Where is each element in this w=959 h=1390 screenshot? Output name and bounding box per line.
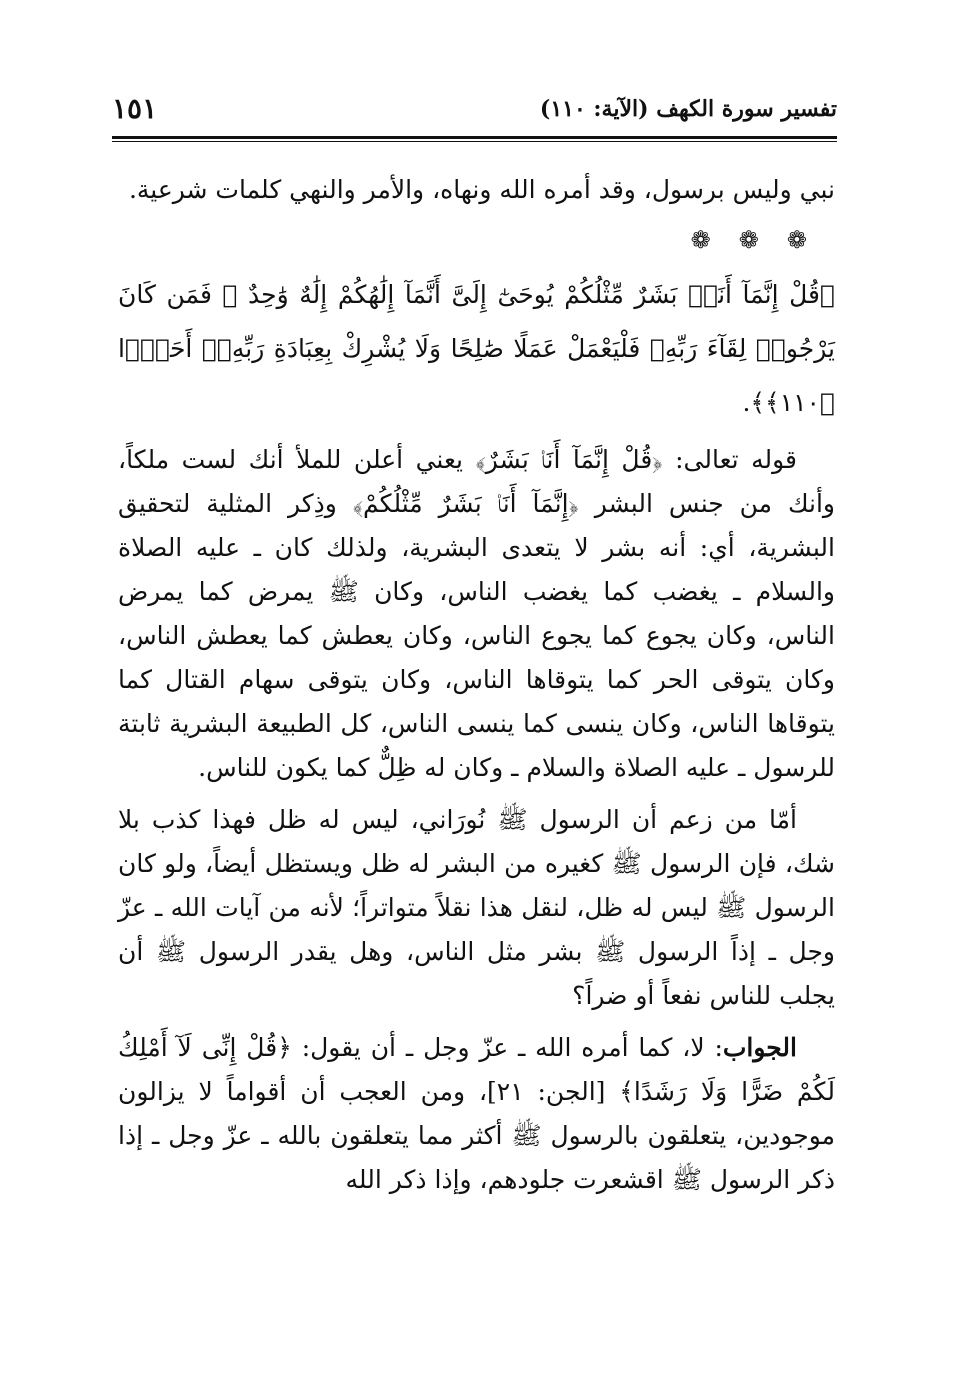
paragraph-intro: نبي وليس برسول، وقد أمره الله ونهاه، والأمر والنهي كلمات شرعية. [128,175,835,204]
page-header [112,92,837,132]
header-rule-thin [112,141,837,142]
paragraph-shadow: أمّا من زعم أن الرسول ﷺ نُورَاني، ليس له ظل فهذا كذب بلا شك، فإن الرسول ﷺ كغيره من البشر له ظل ويستظل أيضاً، ولو كان الرسول ﷺ ليس له ظل، لنقل هذا نقلاً متواتراً؛ لأنه من آيات الله ـ عزّ وجل ـ إذاً الرسول ﷺ بشر مثل الناس، وهل يقدر الرسول ﷺ أن يجلب للناس نفعاً أو ضراً؟ [118,805,835,1010]
quran-verse: ﴿قُلْ إِنَّمَآ أَنَا۠ بَشَرٌ مِّثْلُكُمْ يُوحَىٰٓ إِلَىَّ أَنَّمَآ إِلَٰهُكُمْ إِلَٰهٌ وَٰحِدٌ ۖ فَمَن كَانَ يَرْجُوا۟ لِقَآءَ رَبِّهِۦ فَلْيَعْمَلْ عَمَلًا صَٰلِحًا وَلَا يُشْرِكْ بِعِبَادَةِ رَبِّهِۦٓ أَحَدًۢا ﴿١١٠﴾﴾. [118,280,835,417]
page-body [118,168,835,1202]
running-title: تفسير سورة الكهف (الآية: ١١٠) [539,96,837,122]
paragraph-commentary: قوله تعالى: ﴿قُلْ إِنَّمَآ أَنَا۠ بَشَرٌ﴾ يعني أعلن للملأ أنك لست ملكاً، وأنك من جنس البشر ﴿إِنَّمَآ أَنَا۠ بَشَرٌ مِّثْلُكُمْ﴾ وذِكر المثلية لتحقيق البشرية، أي: أنه بشر لا يتعدى البشرية، ولذلك كان ـ عليه الصلاة والسلام ـ يغضب كما يغضب الناس، وكان ﷺ يمرض كما يمرض الناس، وكان يجوع كما يجوع الناس، وكان يعطش كما يعطش الناس، وكان يتوقى الحر كما يتوقاها الناس، وكان يتوقى سهام القتال كما يتوقاها الناس، وكان ينسى كما ينسى الناس، كل الطبيعة البشرية ثابتة للرسول ـ عليه الصلاة والسلام ـ وكان له ظِلٌّ كما يكون للناس. [118,445,835,782]
page-number: ١٥١ [112,92,158,125]
header-rule [112,136,837,139]
answer-text: : لا، كما أمره الله ـ عزّ وجل ـ أن يقول: ﴿قُلْ إِنِّى لَآ أَمْلِكُ لَكُمْ ضَرًّا وَلَا رَشَدًا﴾ [الجن: ٢١]، ومن العجب أن أقواماً لا يزالون موجودين، يتعلقون بالرسول ﷺ أكثر مما يتعلقون بالله ـ عزّ وجل ـ إذا ذكر الرسول ﷺ اقشعرت جلودهم، وإذا ذكر الله [118,1033,835,1194]
paragraph-answer [118,1026,835,1202]
section-divider-ornament: ❁❁❁ [690,226,835,254]
answer-label: الجواب [722,1033,797,1062]
